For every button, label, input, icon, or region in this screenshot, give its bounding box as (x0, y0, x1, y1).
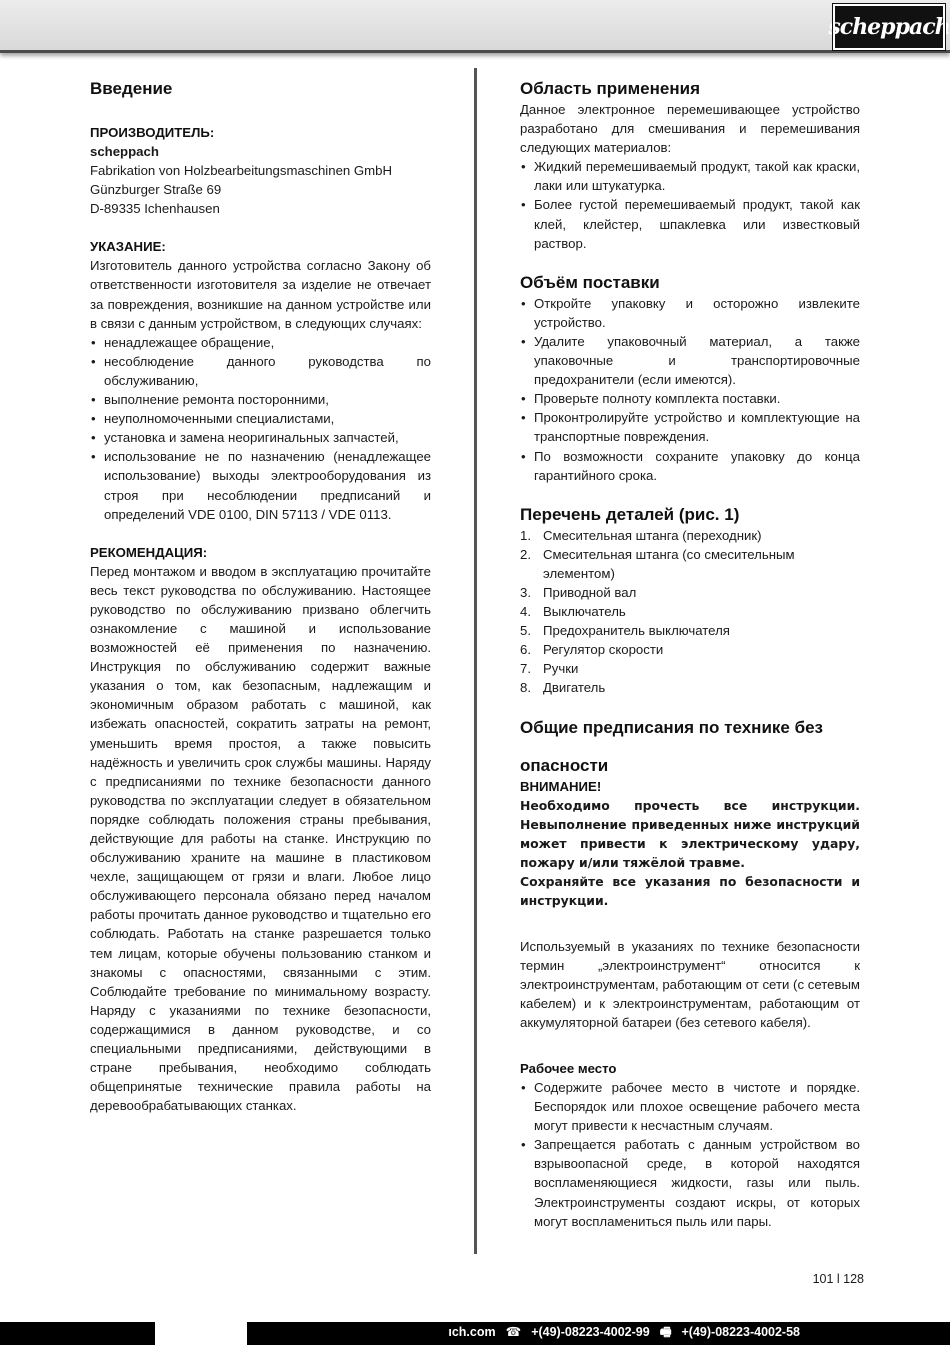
fax-icon: 🖷 (659, 1325, 672, 1339)
manufacturer-label: ПРОИЗВОДИТЕЛЬ: (90, 125, 215, 140)
part-item (520, 583, 860, 602)
workplace-title: Рабочее место (520, 1061, 617, 1076)
footer-white-block (155, 1322, 247, 1345)
footer-website: ıch.com (448, 1325, 496, 1339)
list-item: • Удалите упаковочный материал, а также упаковочные и транспортировочные предохранители (если имеются). (520, 332, 860, 389)
phone-icon: ☎ (505, 1325, 522, 1339)
safety-title-continued: опасности (520, 755, 609, 775)
manufacturer-line: Günzburger Straße 69 (90, 182, 222, 198)
list-item: • Проконтролируйте устройство и комплектующие на транспортные повреждения. (520, 408, 860, 446)
part-label: Смесительная штанга (со смесительным элементом) (543, 546, 795, 581)
attention-text-keep: Сохраняйте все указания по безопасности и инструкции. (520, 873, 860, 908)
list-item: • установка и замена неоригинальных запчастей, (90, 428, 431, 447)
notice-label: УКАЗАНИЕ: (90, 239, 166, 255)
list-item: • Запрещается работать с данным устройством во взрывоопасной среде, в которой находятся воспламеняющиеся жидкости, газы или пыль. Электроинструменты создают искры, от которых могут воспламениться пыль или пары. (520, 1135, 860, 1230)
part-number: 3. (520, 584, 531, 600)
part-label: Смесительная штанга (переходник) (543, 527, 762, 543)
part-label: Регулятор скорости (543, 642, 664, 658)
list-item: • несоблюдение данного руководства по обслуживанию, (90, 352, 431, 390)
part-label: Ручки (543, 661, 579, 677)
part-number: 8. (520, 680, 531, 696)
list-item: • Более густой перемешиваемый продукт, такой как клей, клейстер, шпаклевка или известковый раствор. (520, 195, 860, 252)
scope-list (520, 157, 860, 252)
footer-bar (0, 1322, 950, 1345)
part-label: Двигатель (543, 680, 606, 696)
attention-label: ВНИМАНИЕ! (520, 778, 602, 794)
part-item (520, 602, 860, 621)
list-item: • Жидкий перемешиваемый продукт, такой как краски, лаки или штукатурка. (520, 157, 860, 195)
list-item: • Откройте упаковку и осторожно извлеките устройство. (520, 294, 860, 332)
manufacturer-line: D-89335 Ichenhausen (90, 201, 220, 217)
parts-title: Перечень деталей (рис. 1) (520, 504, 740, 524)
part-item (520, 545, 860, 583)
part-item (520, 659, 860, 678)
part-number: 2. (520, 546, 531, 562)
delivery-list (520, 294, 860, 485)
delivery-title: Объём поставки (520, 272, 660, 292)
scope-text: Данное электронное перемешивающее устройство разработано для смешивания и перемешивания следующих материалов: (520, 102, 860, 156)
footer-phone: +(49)-08223-4002-99 (531, 1325, 650, 1339)
header-bar (0, 0, 950, 53)
list-item: • неуполномоченными специалистами, (90, 409, 431, 428)
term-text: Используемый в указаниях по технике безопасности термин „электроинструмент“ относится к электроинструментам, работающим от сети (с сетевым кабелем) и к электроинструментам, работающим от аккумуляторной батареи (без сетевого кабеля). (520, 938, 860, 1030)
safety-title: Общие предписания по технике без (520, 717, 823, 737)
intro-title: Введение (90, 79, 173, 98)
footer-contact (430, 1322, 950, 1345)
part-label: Выключатель (543, 604, 626, 620)
list-item: • выполнение ремонта посторонними, (90, 390, 431, 409)
brand-logo (828, 4, 950, 50)
brand-logo-text: scheppach (828, 14, 950, 40)
list-item: • Содержите рабочее место в чистоте и порядке. Беспорядок или плохое освещение рабочего места могут привести к несчастным случаям. (520, 1078, 860, 1135)
left-column (90, 78, 431, 1115)
part-item (520, 526, 860, 545)
footer-fax: +(49)-08223-4002-58 (681, 1325, 800, 1339)
workplace-list (520, 1078, 860, 1231)
manufacturer-name: scheppach (90, 144, 159, 159)
attention-text: Необходимо прочесть все инструкции. Невыполнение приведенных ниже инструкций может привести к электрическому удару, пожару и/или тяжёлой травме. (520, 797, 860, 870)
list-item: • ненадлежащее обращение, (90, 333, 431, 352)
part-number: 6. (520, 642, 531, 658)
recommendation-label: РЕКОМЕНДАЦИЯ: (90, 544, 208, 560)
parts-list (520, 526, 860, 698)
notice-text: Изготовитель данного устройства согласно Закону об ответственности изготовителя за изделие не отвечает за повреждения, возникшие на данном устройстве или в связи с данным устройством, в следующих случаях: (90, 258, 431, 331)
column-divider (474, 68, 477, 1254)
part-item (520, 678, 860, 697)
list-item: • Проверьте полноту комплекта поставки. (520, 389, 860, 408)
part-number: 1. (520, 527, 531, 543)
part-item (520, 640, 860, 659)
recommendation-text: Перед монтажом и вводом в эксплуатацию прочитайте весь текст руководства по обслуживанию. Настоящее руководство по обслуживанию призвано облегчить ознакомление с машиной и использование возможностей её применения по назначению. Инструкция по обслуживанию содержит важные указания о том, как безопасным, надлежащим и экономичным образом работать с машиной, как избежать опасностей, сократить затраты на ремонт, уменьшить время простоя, а также повысить надёжность и увеличить срок службы машины. Наряду с предписаниями по технике безопасности данного руководства по эксплуатации следует в обязательном порядке соблюдать положения страны пребывания, действующие для работы на станке. Инструкцию по обслуживанию храните на машине в пластиковом чехле, защищающем от грязи и влаги. Любое лицо обслуживающего персонала обязано перед началом работы прочитать данное руководство и тщательно его соблюдать. Работать на станке разрешается только тем лицам, которые обучены пользованию станком и знакомы с опасностями, связанными с этим. Соблюдайте требование по минимальному возрасту. Наряду с указаниями по технике безопасности, содержащимися в данном руководстве, и со специальными предписаниями, действующими в стране пребывания, необходимо соблюдать общепринятые технические правила работы на деревообрабатывающих станках. (90, 563, 431, 1114)
manufacturer-line: Fabrikation von Holzbearbeitungsmaschinen GmbH (90, 163, 392, 179)
scope-title: Область применения (520, 79, 701, 98)
part-item (520, 621, 860, 640)
part-number: 4. (520, 604, 531, 620)
page-number: 101 l 128 (812, 1272, 864, 1286)
right-column (520, 78, 860, 1231)
part-number: 5. (520, 623, 531, 639)
part-number: 7. (520, 661, 531, 677)
notice-list (90, 333, 431, 524)
list-item: • По возможности сохраните упаковку до конца гарантийного срока. (520, 447, 860, 485)
list-item: • использование не по назначению (ненадлежащее использование) выходы электрооборудования из строя при несоблюдении предписаний и определений VDE 0100, DIN 57113 / VDE 0113. (90, 447, 431, 523)
part-label: Предохранитель выключателя (543, 623, 730, 639)
part-label: Приводной вал (543, 584, 637, 600)
